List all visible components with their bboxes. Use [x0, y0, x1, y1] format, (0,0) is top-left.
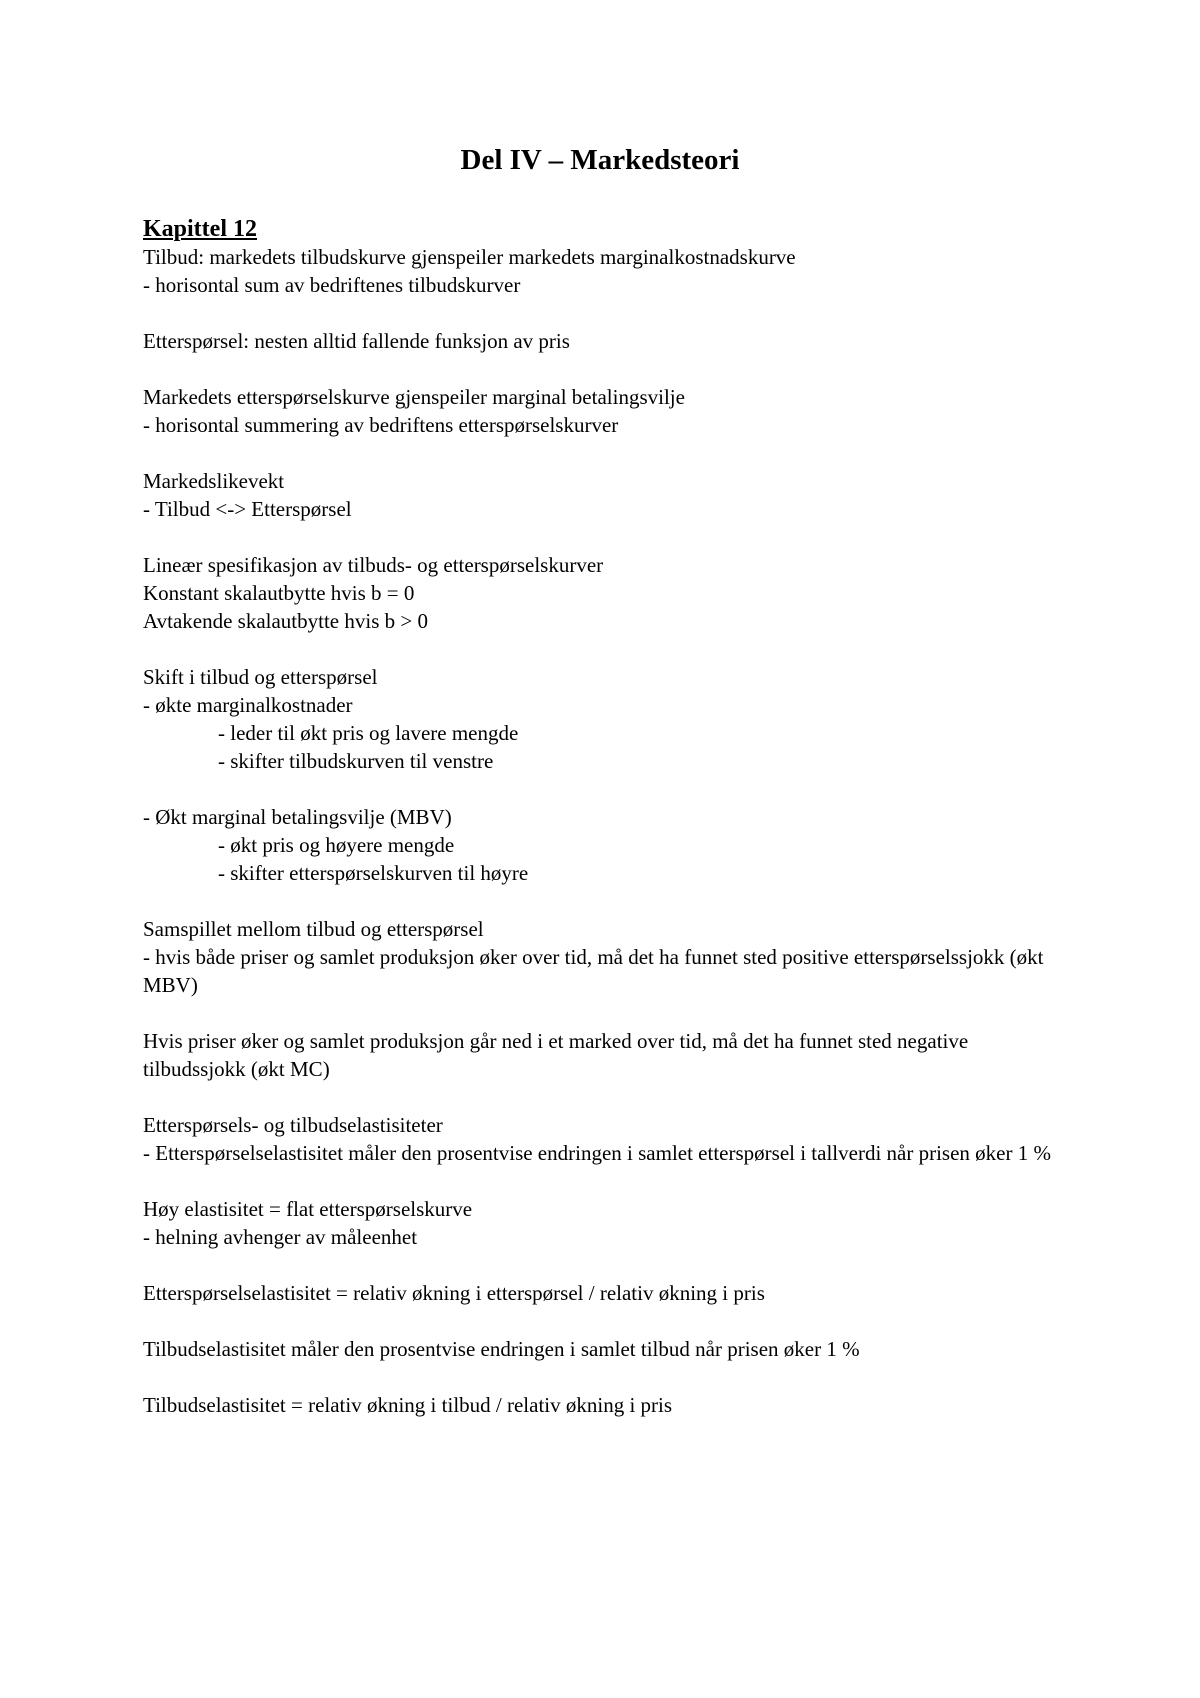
text-line: - Tilbud <-> Etterspørsel [143, 497, 352, 521]
text-line: Markedslikevekt [143, 469, 285, 493]
paragraph-gap [143, 635, 1063, 663]
indented-text-line: - leder til økt pris og lavere mengde [218, 721, 519, 745]
paragraph-gap [143, 1363, 1063, 1391]
text-line: Etterspørsel: nesten alltid fallende funksjon av pris [143, 329, 570, 353]
text-line: - horisontal sum av bedriftenes tilbudskurver [143, 273, 521, 297]
paragraph-gap [143, 523, 1063, 551]
text-line: Høy elastisitet = flat etterspørselskurve [143, 1197, 473, 1221]
text-line: - Etterspørselselastisitet måler den prosentvise endringen i samlet etterspørsel i tallverdi når prisen øker 1 % [143, 1141, 1051, 1165]
text-line: Skift i tilbud og etterspørsel [143, 665, 378, 689]
paragraph-gap [143, 355, 1063, 383]
paragraph-gap [143, 439, 1063, 467]
text-line: - hvis både priser og samlet produksjon øker over tid, må det ha funnet sted positive etterspørselssjokk (økt MBV) [143, 945, 1049, 997]
document-body [143, 215, 1063, 1419]
indented-text-line: - skifter etterspørselskurven til høyre [218, 861, 529, 885]
text-line: Avtakende skalautbytte hvis b > 0 [143, 609, 428, 633]
text-line: Tilbud: markedets tilbudskurve gjenspeiler markedets marginalkostnadskurve [143, 245, 796, 269]
text-line: Etterspørsels- og tilbudselastisiteter [143, 1113, 443, 1137]
paragraph-gap [143, 1167, 1063, 1195]
indented-text-line: - økt pris og høyere mengde [218, 833, 455, 857]
indented-text-line: - skifter tilbudskurven til venstre [218, 749, 494, 773]
text-line: Lineær spesifikasjon av tilbuds- og etterspørselskurver [143, 553, 604, 577]
text-line: Markedets etterspørselskurve gjenspeiler marginal betalingsvilje [143, 385, 685, 409]
paragraph-gap [143, 775, 1063, 803]
text-line: - Økt marginal betalingsvilje (MBV) [143, 805, 452, 829]
paragraph-gap [143, 299, 1063, 327]
text-line: - horisontal summering av bedriftens etterspørselskurver [143, 413, 619, 437]
text-line: Tilbudselastisitet måler den prosentvise endringen i samlet tilbud når prisen øker 1 % [143, 1337, 860, 1361]
text-line: Konstant skalautbytte hvis b = 0 [143, 581, 415, 605]
text-line: Hvis priser øker og samlet produksjon går ned i et marked over tid, må det ha funnet sted negative tilbudssjokk (økt MC) [143, 1029, 974, 1081]
text-line: Etterspørselselastisitet = relativ økning i etterspørsel / relativ økning i pris [143, 1281, 765, 1305]
text-line: Tilbudselastisitet = relativ økning i tilbud / relativ økning i pris [143, 1393, 673, 1417]
paragraph-gap [143, 1251, 1063, 1279]
paragraph-gap [143, 887, 1063, 915]
text-line: - helning avhenger av måleenhet [143, 1225, 418, 1249]
paragraph-gap [143, 999, 1063, 1027]
paragraph-gap [143, 1307, 1063, 1335]
paragraph-gap [143, 1083, 1063, 1111]
text-line: Samspillet mellom tilbud og etterspørsel [143, 917, 484, 941]
text-line: - økte marginalkostnader [143, 693, 353, 717]
chapter-heading: Kapittel 12 [143, 216, 257, 242]
page-title: Del IV – Markedsteori [460, 144, 740, 176]
